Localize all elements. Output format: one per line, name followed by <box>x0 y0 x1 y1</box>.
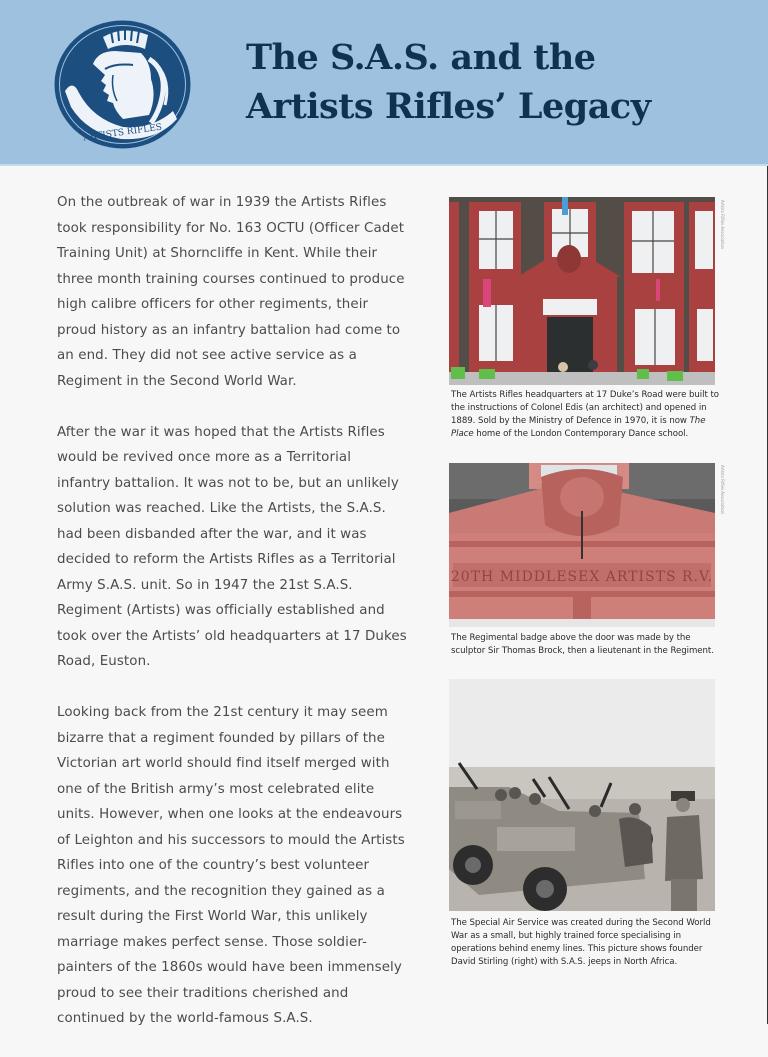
photo-credit: Artists Rifles Association <box>720 200 725 250</box>
title-line-1: The S.A.S. and the <box>246 37 596 78</box>
caption-badge: The Regimental badge above the door was made by the sculptor Sir Thomas Brock, then a lieutenant in the Regiment. <box>451 633 714 656</box>
regimental-badge-photo <box>449 463 715 627</box>
caption-sas-jeeps: The Special Air Service was created during the Second World War as a small, but highly trained force specialising in operations behind enemy lines. This picture shows founder David Stirling (right) with S.A.S. jeeps in North Africa. <box>451 918 711 967</box>
header-banner <box>0 0 768 166</box>
caption-headquarters: The Artists Rifles headquarters at 17 Duke’s Road were built to the instructions of Colonel Edis (an architect) and opened in 1889. Sold by the Ministry of Defence in 1970, it is now The Place home of the London Contemporary Dance school. <box>451 390 719 439</box>
duke-road-headquarters-photo <box>449 197 715 385</box>
paragraph-1: On the outbreak of war in 1939 the Artists Rifles took responsibility for No. 163 OCTU (Officer Cadet Training Unit) at Shorncliffe in Kent. While their three month training courses continued to produce high calibre officers for other regiments, their proud history as an infantry battalion had come to an end. They did not see active service as a Regiment in the Second World War. <box>57 195 405 389</box>
paragraph-2: After the war it was hoped that the Artists Rifles would be revived once more as a Territorial infantry battalion. It was not to be, but an unlikely solution was reached. Like the Artists, the S.A.S. had been disbanded after the war, and it was decided to reform the Artists Rifles as a Territorial Army S.A.S. unit. So in 1947 the 21st S.A.S. Regiment (Artists) was officially established and took over the Artists’ old headquarters at 17 Dukes Road, Euston. <box>57 424 407 669</box>
page-title <box>246 33 651 131</box>
caption-italic-the-place: The Place <box>451 416 706 439</box>
sas-jeeps-photo <box>449 679 715 911</box>
title-line-2: Artists Rifles’ Legacy <box>246 86 651 127</box>
door-inscription: 20TH MIDDLESEX ARTISTS R.V. <box>450 569 714 585</box>
paragraph-3: Looking back from the 21st century it may seem bizarre that a regiment founded by pillars of the Victorian art world should find itself merged with one of the British army’s most celebrated elite units. However, when one looks at the endeavours of Leighton and his successors to mould the Artists Rifles into one of the country’s best volunteer regiments, and the recognition they gained as a result during the First World War, this unlikely marriage makes perfect sense. Those soldier-painters of the 1860s would have been immensely proud to see their traditions cherished and continued by the world-famous S.A.S. <box>57 705 405 1026</box>
badge-motto: ARTISTS RIFLES <box>82 122 163 144</box>
article-body <box>57 190 407 1057</box>
artists-rifles-badge-icon <box>53 19 192 150</box>
photo-credit: Artists Rifles Association <box>720 465 725 515</box>
